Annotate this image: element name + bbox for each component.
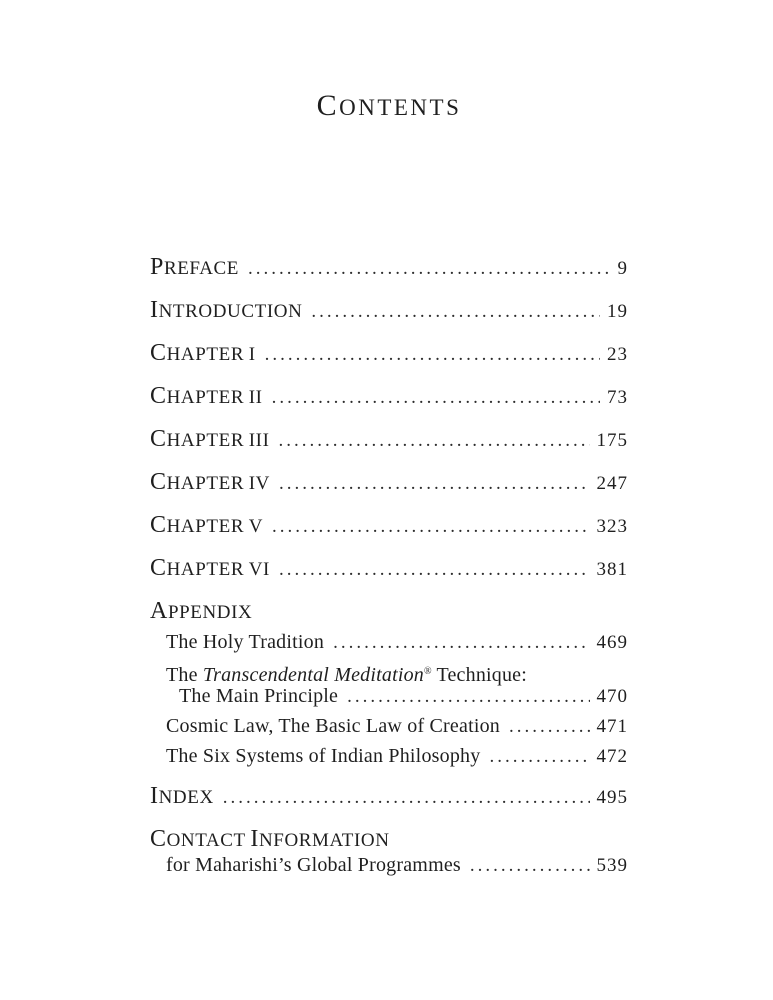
lead-cap: C — [150, 383, 167, 409]
dot-leader — [470, 856, 590, 876]
toc-entry-label: The Six Systems of Indian Philosophy — [166, 745, 481, 767]
lead-cap: A — [150, 598, 168, 624]
page-number: 323 — [596, 516, 628, 537]
toc-entry-label: CHAPTER IV — [150, 469, 270, 495]
toc-entry — [150, 299, 628, 321]
toc-entry-label: CHAPTER VI — [150, 555, 270, 581]
page-number: 469 — [596, 632, 628, 653]
toc-entry — [150, 600, 628, 622]
page-number: 19 — [607, 301, 628, 322]
toc-entry — [150, 256, 628, 278]
toc-entry-label: CHAPTER III — [150, 426, 270, 452]
dot-leader — [311, 301, 600, 323]
page-number: 9 — [617, 258, 628, 279]
dot-leader — [279, 430, 590, 452]
toc-entry — [150, 716, 628, 736]
toc-entry — [150, 471, 628, 493]
toc-entry — [150, 385, 628, 407]
toc-entry — [150, 662, 628, 686]
page-number: 247 — [596, 473, 628, 494]
toc-entry-label: CONTACT INFORMATION — [150, 826, 390, 852]
dot-leader — [272, 387, 600, 409]
toc-entry — [150, 428, 628, 450]
toc-entry-label: PREFACE — [150, 254, 239, 280]
lead-cap: P — [150, 254, 164, 280]
lead-cap: C — [150, 426, 167, 452]
toc-entry-label — [166, 662, 527, 685]
toc-entry-label: Cosmic Law, The Basic Law of Creation — [166, 715, 500, 737]
toc-entry — [150, 855, 628, 875]
lead-cap: C — [150, 340, 167, 366]
lead-cap: C — [150, 555, 167, 581]
toc-entry — [150, 785, 628, 807]
lead-cap: C — [316, 89, 340, 122]
toc-entry-label: The Holy Tradition — [166, 631, 325, 653]
dot-leader — [509, 717, 590, 737]
dot-leader — [223, 787, 590, 809]
toc-entry-label: INTRODUCTION — [150, 297, 303, 323]
toc-entry — [150, 514, 628, 536]
page-number: 381 — [596, 559, 628, 580]
toc-entry-label: for Maharishi’s Global Programmes — [166, 854, 461, 876]
plain-text: Technique: — [431, 664, 528, 686]
page-number: 539 — [596, 855, 628, 876]
toc-entry — [150, 828, 628, 850]
page-number: 73 — [607, 387, 628, 408]
lead-cap: I — [150, 783, 159, 809]
page-number: 470 — [596, 686, 628, 707]
lead-cap: C — [150, 826, 167, 852]
page-title: CONTENTS — [316, 89, 462, 122]
dot-leader — [347, 687, 589, 707]
toc-entry — [150, 632, 628, 652]
toc-entry-label: CHAPTER II — [150, 383, 263, 409]
page-number: 175 — [596, 430, 628, 451]
toc-entry-label: APPENDIX — [150, 598, 253, 624]
plain-text: The — [166, 664, 203, 686]
page-number: 472 — [596, 746, 628, 767]
toc-entry — [150, 557, 628, 579]
dot-leader — [489, 747, 589, 767]
toc-entry — [150, 686, 628, 706]
lead-cap: I — [250, 826, 259, 852]
toc-entry — [150, 342, 628, 364]
toc-entry-label: CHAPTER I — [150, 340, 256, 366]
toc-entry-label: CHAPTER V — [150, 512, 264, 538]
dot-leader — [333, 633, 589, 653]
page-number: 495 — [596, 787, 628, 808]
toc-entry-label: The Main Principle — [179, 685, 339, 707]
dot-leader — [248, 258, 611, 280]
dot-leader — [272, 516, 589, 538]
lead-cap: I — [150, 297, 159, 323]
dot-leader — [279, 559, 590, 581]
table-of-contents — [150, 256, 628, 875]
dot-leader — [279, 473, 590, 495]
italic-text: Transcendental Meditation — [202, 664, 424, 686]
dot-leader — [265, 344, 600, 366]
registered-trademark-symbol: ® — [424, 666, 432, 677]
lead-cap: C — [150, 512, 167, 538]
lead-cap: C — [150, 469, 167, 495]
page-number: 23 — [607, 344, 628, 365]
page-number: 471 — [596, 716, 628, 737]
toc-entry-label: INDEX — [150, 783, 214, 809]
toc-entry — [150, 746, 628, 766]
